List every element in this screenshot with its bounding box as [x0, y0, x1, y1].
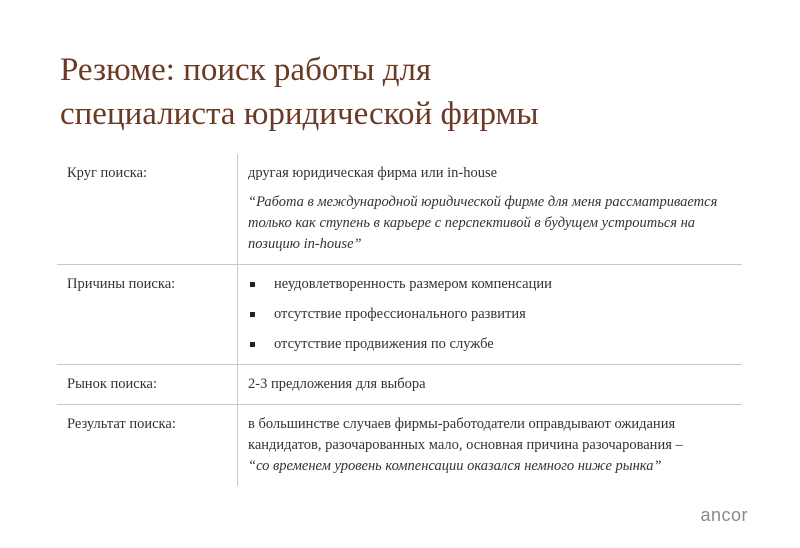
- title-line-1: Резюме: поиск работы для: [60, 52, 432, 88]
- table-row-search-market: [57, 365, 742, 405]
- row-label: Рынок поиска:: [57, 365, 238, 405]
- list-item: отсутствие профессионального развития: [248, 304, 732, 325]
- title-line-2: специалиста юридической фирмы: [60, 96, 539, 132]
- row-content: [238, 265, 743, 365]
- row-label: Результат поиска:: [57, 405, 238, 487]
- table-row-search-scope: [57, 154, 742, 265]
- ancor-logo: ancor: [700, 505, 748, 525]
- row-content: [238, 154, 743, 265]
- table-row-search-result: [57, 405, 742, 487]
- row-content: [238, 405, 743, 487]
- page-title: [60, 48, 760, 136]
- row-quote: “Работа в международной юридической фирме для меня рассматривается только как ступень в карьере с перспективой в будущем устроиться на позицию in-house”: [248, 194, 718, 252]
- list-item: отсутствие продвижения по службе: [248, 334, 732, 355]
- row-label: Круг поиска:: [57, 154, 238, 265]
- row-quote: “со временем уровень компенсации оказался немного ниже рынка”: [248, 458, 662, 474]
- row-text: в большинстве случаев фирмы-работодатели оправдывают ожидания кандидатов, разочарованных мало, основная причина разочарования –: [248, 416, 683, 453]
- row-content: 2-3 предложения для выбора: [238, 365, 743, 405]
- summary-table: [57, 154, 742, 486]
- row-label: Причины поиска:: [57, 265, 238, 365]
- table-row-search-reasons: [57, 265, 742, 365]
- row-text: другая юридическая фирма или in-house: [248, 165, 498, 181]
- list-item: неудовлетворенность размером компенсации: [248, 274, 732, 295]
- reasons-list: [248, 274, 732, 355]
